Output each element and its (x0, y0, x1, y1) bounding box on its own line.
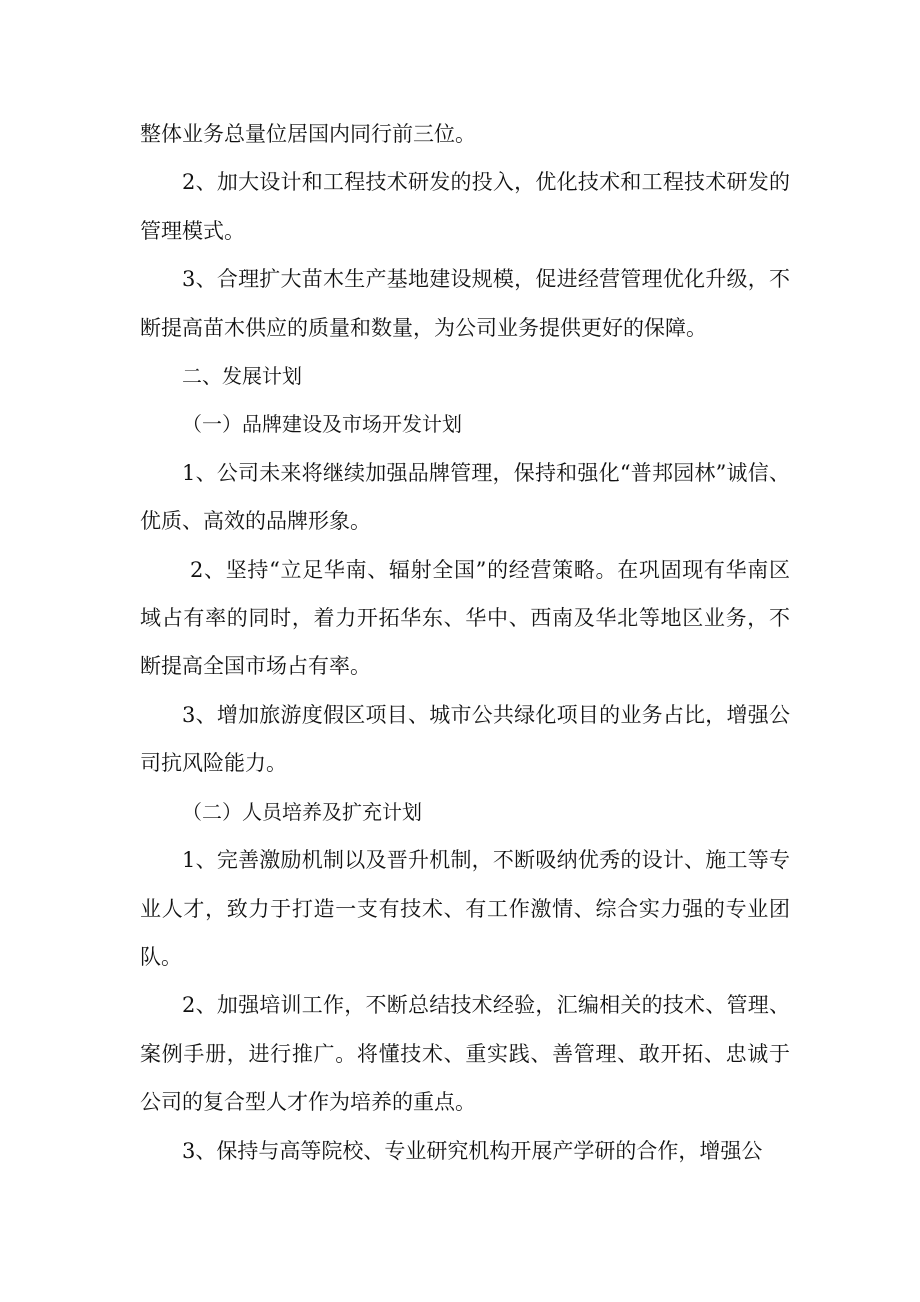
document-body (140, 110, 790, 1175)
paragraph-personnel-3: 3、保持与高等院校、专业研究机构开展产学研的合作，增强公 (182, 1138, 763, 1163)
paragraph-item-2-rnd: 2、加大设计和工程技术研发的投入，优化技术和工程技术研发的管理模式。 (140, 170, 790, 243)
subsection-heading-brand-market: （一）品牌建设及市场开发计划 (182, 412, 462, 437)
paragraph-brand-1: 1、公司未来将继续加强品牌管理，保持和强化“普邦园林”诚信、优质、高效的品牌形象。 (140, 460, 790, 534)
paragraph-personnel-2: 2、加强培训工作，不断总结技术经验，汇编相关的技术、管理、案例手册，进行推广。将懂技术、重实践、善管理、敢开拓、忠诚于公司的复合型人才作为培养的重点。 (140, 993, 790, 1115)
paragraph-continuation: 整体业务总量位居国内同行前三位。 (140, 122, 476, 146)
section-heading-development-plan: 二、发展计划 (182, 364, 302, 389)
subsection-heading-personnel: （二）人员培养及扩充计划 (182, 799, 422, 824)
paragraph-personnel-1: 1、完善激励机制以及晋升机制，不断吸纳优秀的设计、施工等专业人才，致力于打造一支有技术、有工作激情、综合实力强的专业团队。 (140, 848, 790, 969)
paragraph-brand-2: 2、坚持“立足华南、辐射全国”的经营策略。在巩固现有华南区域占有率的同时，着力开拓华东、华中、西南及华北等地区业务，不断提高全国市场占有率。 (140, 557, 790, 679)
paragraph-item-3-nursery: 3、合理扩大苗木生产基地建设规模，促进经营管理优化升级，不断提高苗木供应的质量和数量，为公司业务提供更好的保障。 (140, 267, 790, 340)
paragraph-brand-3: 3、增加旅游度假区项目、城市公共绿化项目的业务占比，增强公司抗风险能力。 (140, 702, 790, 776)
